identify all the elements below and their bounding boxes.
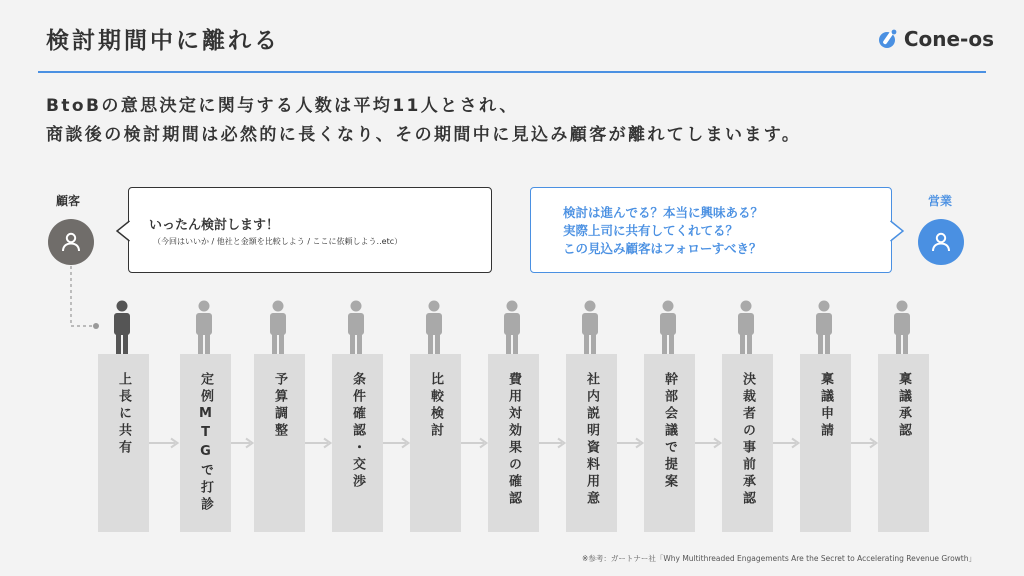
user-icon xyxy=(59,230,83,254)
step-3-label: 予算調整 xyxy=(272,372,287,440)
step-8-label: 幹部会議で提案 xyxy=(662,372,677,491)
header-divider xyxy=(38,71,986,73)
person-icon xyxy=(497,300,527,356)
step-arrow xyxy=(461,437,488,449)
customer-bubble-tail xyxy=(116,220,130,242)
cone-os-logo-icon xyxy=(878,29,898,49)
step-4-label: 条件確認・交渉 xyxy=(350,372,365,491)
lead-text xyxy=(46,92,801,150)
user-icon xyxy=(929,230,953,254)
lead-line-2: 商談後の検討期間は必然的に長くなり、その期間中に見込み顧客が離れてしまいます。 xyxy=(46,125,802,145)
page-title: 検討期間中に離れる xyxy=(46,28,280,54)
step-5-label: 比較検討 xyxy=(428,372,443,440)
person-icon-active xyxy=(107,300,137,356)
step-2-label: 定例MTGで打診 xyxy=(198,372,213,514)
sales-question-3: この見込み顧客はフォローすべき？ xyxy=(563,241,762,256)
step-7-label: 社内説明資料用意 xyxy=(584,372,599,508)
person-icon xyxy=(189,300,219,356)
step-arrow xyxy=(695,437,722,449)
sales-question-1: 検討は進んでる？本当に興味ある？ xyxy=(563,205,764,220)
step-3 xyxy=(254,354,305,532)
sales-speech-bubble xyxy=(530,187,892,273)
step-arrow xyxy=(231,437,254,449)
person-icon xyxy=(341,300,371,356)
person-icon xyxy=(653,300,683,356)
step-5 xyxy=(410,354,461,532)
sales-avatar xyxy=(918,219,964,265)
step-arrow xyxy=(149,437,180,449)
step-1-label: 上長に共有 xyxy=(116,372,131,457)
step-arrow xyxy=(773,437,800,449)
step-10-label: 稟議申請 xyxy=(818,372,833,440)
person-icon xyxy=(809,300,839,356)
customer-bubble-main: いったん検討します！ xyxy=(149,218,280,233)
step-4 xyxy=(332,354,383,532)
person-icon xyxy=(263,300,293,356)
logo-text: Cone-os xyxy=(903,27,994,51)
connector-dashed-line xyxy=(66,266,106,330)
person-icon xyxy=(419,300,449,356)
step-2 xyxy=(180,354,231,532)
customer-speech-bubble xyxy=(128,187,492,273)
sales-question-2: 実際上司に共有してくれてる？ xyxy=(563,223,739,238)
step-11 xyxy=(878,354,929,532)
sales-label: 営業 xyxy=(928,194,953,208)
step-11-label: 稟議承認 xyxy=(896,372,911,440)
reference-footnote: ※参考：ガートナー社「Why Multithreaded Engagements Are the Secret to Accelerating Revenue Growth」 xyxy=(582,554,976,563)
step-9 xyxy=(722,354,773,532)
step-arrow xyxy=(305,437,332,449)
step-1 xyxy=(98,354,149,532)
brand-logo xyxy=(878,27,994,51)
step-arrow xyxy=(851,437,878,449)
step-10 xyxy=(800,354,851,532)
person-icon xyxy=(887,300,917,356)
step-8 xyxy=(644,354,695,532)
step-7 xyxy=(566,354,617,532)
step-9-label: 決裁者の事前承認 xyxy=(740,372,755,508)
lead-line-1: BtoBの意思決定に関与する人数は平均11人とされ、 xyxy=(46,96,519,116)
sales-bubble-tail xyxy=(890,220,904,242)
step-6 xyxy=(488,354,539,532)
step-arrow xyxy=(383,437,410,449)
step-arrow xyxy=(617,437,644,449)
customer-label: 顧客 xyxy=(56,194,81,208)
step-arrow xyxy=(539,437,566,449)
step-6-label: 費用対効果の確認 xyxy=(506,372,521,508)
customer-bubble-sub: （今回はいいか / 他社と金額を比較しよう / ここに依頼しよう..etc） xyxy=(153,237,403,246)
customer-avatar xyxy=(48,219,94,265)
person-icon xyxy=(731,300,761,356)
person-icon xyxy=(575,300,605,356)
